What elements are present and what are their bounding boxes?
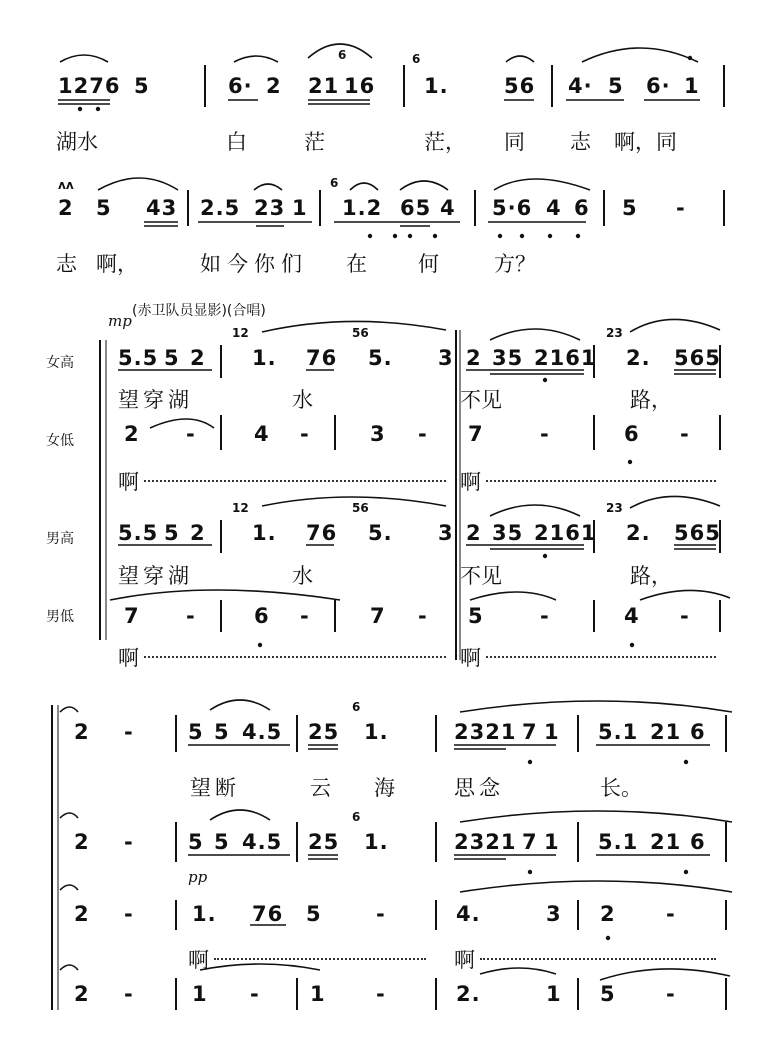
note: 35 [492,346,524,370]
note: 6 [574,196,590,220]
dash: - [186,604,196,628]
lyric: 湖水 [56,130,98,154]
grace-note: 6 [330,176,339,190]
dash: - [376,902,386,926]
note: 76 [306,521,338,545]
lyric: 水 [292,388,313,412]
lyric: 啊 [454,948,475,972]
lyric: 方？ [494,252,536,276]
part-label-female-high: 女高 [46,355,74,371]
lyric: 啊 [118,646,139,670]
note: 565 [674,521,721,545]
grace-note: 6 [412,52,421,66]
note: 5 [188,830,204,854]
note: 5 [608,74,624,98]
dash: - [540,604,550,628]
note: 5 [96,196,112,220]
note: 2 [600,902,616,926]
note: 56 [504,74,536,98]
note: 5.1 [598,720,639,744]
note: 2321 [454,830,517,854]
note: 6 [624,422,640,446]
grace-note: 56 [352,326,369,340]
dash: - [250,982,260,1006]
dash: - [300,422,310,446]
note: 21 [650,720,682,744]
dash: - [124,720,134,744]
note: 25 [308,720,340,744]
dash: - [124,902,134,926]
note: 5.5 [118,521,159,545]
note: 2 [74,720,90,744]
note: 2 [74,902,90,926]
mordent-mark: ʌʌ [58,178,74,192]
part-label-female-low: 女低 [46,433,74,449]
lyric: 路， [630,388,672,412]
dash: - [680,604,690,628]
note: 2 [466,521,482,545]
note: 2321 [454,720,517,744]
lyric: 茫 [304,130,325,154]
lyric: 望穿湖 [118,564,193,588]
lyric: 思念 [454,776,504,800]
lyric: 望断 [190,776,240,800]
note: 1 [684,74,700,98]
note: 25 [308,830,340,854]
note: 565 [674,346,721,370]
note: 4.5 [242,830,283,854]
lyric: 在 [346,252,367,276]
lyric: 啊， [96,252,138,276]
note: 2. [456,982,481,1006]
part-label-male-high: 男高 [46,531,74,547]
lyric: 啊 [460,470,481,494]
dash: - [300,604,310,628]
lyric: 同 [504,130,525,154]
part-label-male-low: 男低 [46,609,74,625]
dynamic-marking: mp [108,312,132,330]
note: 1. [252,346,277,370]
note: 1 [192,982,208,1006]
melisma-line [480,958,716,960]
dash: - [418,604,428,628]
lyric: 路， [630,564,672,588]
lyric: 何 [418,252,439,276]
lyric: 长。 [600,776,642,800]
note: 21 [308,74,340,98]
lyric: 云 [310,776,331,800]
note: 2161 [534,346,597,370]
note: 43 [146,196,178,220]
performance-annotation: (赤卫队员显影)(合唱) [132,303,266,319]
note: 1 [544,830,560,854]
lyric: 茫， [424,130,466,154]
note: 7 [370,604,386,628]
note: 3 [370,422,386,446]
note: 4 [440,196,456,220]
dash: - [676,196,686,220]
note: 76 [306,346,338,370]
dash: - [186,422,196,446]
note: 16 [344,74,376,98]
note: 1 [544,720,560,744]
lyric: 志 [570,130,591,154]
note: 23 [254,196,286,220]
note: 5 [600,982,616,1006]
melisma-line [144,656,446,658]
note: 7 [468,422,484,446]
note: 2161 [534,521,597,545]
grace-note: 56 [352,501,369,515]
lyric: 白 [226,130,247,154]
note: 3 [546,902,562,926]
note: 1. [192,902,217,926]
note: 2 [74,982,90,1006]
note: 6 [690,830,706,854]
note: 2 [74,830,90,854]
note: 7 [522,720,538,744]
note: 5. [368,521,393,545]
note: 6· [228,74,253,98]
note: 5 [306,902,322,926]
note: 6 [690,720,706,744]
note: 6 [254,604,270,628]
note: 2 [266,74,282,98]
grace-note: 6 [338,48,347,62]
lyric: 啊 [188,948,209,972]
note: 65 [400,196,432,220]
lyric: 如今你们 [200,252,308,276]
note: 3 [438,521,454,545]
grace-note: 12 [232,501,249,515]
note: 4· [568,74,593,98]
note: 1 [310,982,326,1006]
note: 5·6 [492,196,533,220]
lyric: 不见 [460,388,502,412]
note: 1276 [58,74,121,98]
note: 4. [456,902,481,926]
dash: - [376,982,386,1006]
note: 5 [188,720,204,744]
lyric: 望穿湖 [118,388,193,412]
lyric: 啊 [460,646,481,670]
note: 5 [164,521,180,545]
note: 5 [622,196,638,220]
note: 2. [626,346,651,370]
note: 2 [190,521,206,545]
note: 4.5 [242,720,283,744]
melisma-line [486,480,716,482]
melisma-line [214,958,426,960]
lyric: 啊，同 [614,130,677,154]
note: 5.1 [598,830,639,854]
grace-note: 23 [606,326,623,340]
note: 1. [364,830,389,854]
dash: - [418,422,428,446]
note: 1 [292,196,308,220]
melisma-line [486,656,716,658]
note: 4 [254,422,270,446]
note: 5 [214,830,230,854]
grace-note: 12 [232,326,249,340]
note: 2 [466,346,482,370]
note: 2. [626,521,651,545]
grace-note: 6 [352,700,361,714]
note: 2 [124,422,140,446]
dash: - [124,830,134,854]
note: 2.5 [200,196,241,220]
dash: - [666,902,676,926]
note: 3 [438,346,454,370]
note: 4 [546,196,562,220]
grace-note: 6 [352,810,361,824]
note: 76 [252,902,284,926]
dash: - [540,422,550,446]
note: 2 [58,196,74,220]
note: 1 [546,982,562,1006]
note: 7 [522,830,538,854]
grace-note: 23 [606,501,623,515]
note: 2 [190,346,206,370]
note: 5 [214,720,230,744]
note: 1. [424,74,449,98]
note: 1. [364,720,389,744]
lyric: 海 [374,776,395,800]
note: 5 [468,604,484,628]
dash: - [666,982,676,1006]
note: 5 [134,74,150,98]
note: 1.2 [342,196,383,220]
note: 7 [124,604,140,628]
dynamic-marking: pp [188,868,208,886]
lyric: 啊 [118,470,139,494]
note: 4 [624,604,640,628]
note: 5. [368,346,393,370]
note: 35 [492,521,524,545]
melisma-line [144,480,446,482]
note: 5 [164,346,180,370]
dash: - [124,982,134,1006]
note: 1. [252,521,277,545]
lyric: 水 [292,564,313,588]
lyric: 不见 [460,564,502,588]
note: 5.5 [118,346,159,370]
dash: - [680,422,690,446]
note: 6· [646,74,671,98]
note: 21 [650,830,682,854]
lyric: 志 [56,252,77,276]
